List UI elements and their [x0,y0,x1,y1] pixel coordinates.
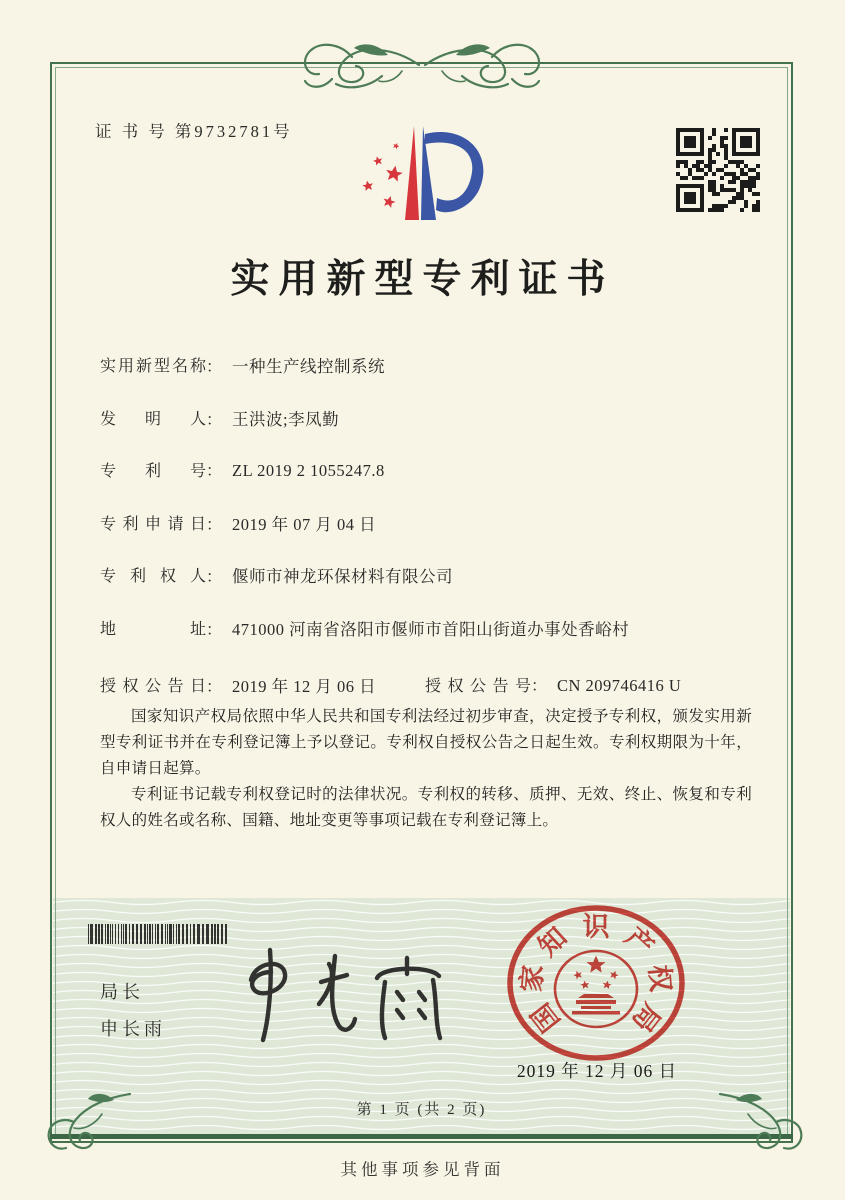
svg-text:知: 知 [532,921,573,962]
grant-row [100,673,682,697]
shen-changyu-signature-icon [225,942,460,1046]
field-value: 王洪波;李凤勤 [232,409,340,429]
field-value: 一种生产线控制系统 [232,357,386,376]
field-value: 偃师市神龙环保材料有限公司 [232,567,454,586]
field-label: 发明人 [100,410,206,428]
field-value: 2019 年 07 月 04 日 [232,514,377,534]
qr-code-icon [676,128,760,212]
svg-text:国: 国 [525,997,566,1038]
field-colon: ： [206,516,223,534]
field-row-inventors [100,406,629,459]
field-row-name [100,353,629,406]
grant-number-value: CN 209746416 U [557,676,682,695]
field-value: ZL 2019 2 1055247.8 [232,461,385,480]
field-row-patent-number [100,458,629,511]
field-value: 471000 河南省洛阳市偃师市首阳山街道办事处香峪村 [232,619,630,639]
field-colon: ： [206,463,223,480]
field-row-address [100,616,629,669]
cnipa-logo-icon [343,110,508,232]
officer-title: 局长 [100,982,144,1002]
grant-date-value: 2019 年 12 月 06 日 [232,677,377,696]
svg-text:局: 局 [626,997,667,1038]
field-label: 实用新型名称 [100,358,206,375]
field-row-filing-date [100,511,629,564]
field-colon: ： [206,679,223,696]
barcode-icon [88,924,230,944]
certificate-number: 证 书 号 第9732781号 [95,122,293,141]
field-colon: ： [206,569,223,586]
back-note: 其他事项参见背面 [340,1160,505,1179]
field-colon: ： [206,411,223,429]
svg-text:识: 识 [582,912,610,942]
officer-name: 申长雨 [100,1019,166,1039]
field-label: 专利号 [100,463,206,480]
officer-block [100,974,166,1048]
field-list [100,353,629,668]
page-number: 第 1 页 (共 2 页) [356,1102,487,1118]
svg-text:家: 家 [516,963,549,994]
seal-date: 2019 年 12 月 06 日 [516,1061,678,1081]
legal-paragraph-2: 专利证书记载专利权登记时的法律状况。专利权的转移、质押、无效、终止、恢复和专利权人的姓名或名称、国籍、地址变更等事项记载在专利登记簿上。 [100,786,752,829]
field-label: 专利申请日 [100,515,206,533]
grant-number-pair [425,673,681,696]
grant-date-label: 授权公告日 [100,678,206,695]
field-label: 专利权人 [100,568,206,585]
field-colon: ： [531,678,548,695]
svg-text:产: 产 [619,921,660,962]
legal-paragraph-1: 国家知识产权局依照中华人民共和国专利法经过初步审查，决定授予专利权，颁发实用新型专利证书并在专利登记簿上予以登记。专利权自授权公告之日起生效。专利权期限为十年，自申请日起算。 [100,708,752,777]
field-row-patentee [100,563,629,616]
certificate-frame-bottom-rule [50,1134,793,1139]
cnipa-red-seal-icon [505,903,687,1063]
field-colon: ： [206,621,223,639]
legal-text [100,704,752,834]
grant-number-label: 授权公告号 [425,678,531,695]
svg-text:权: 权 [643,963,676,994]
certificate-title: 实用新型专利证书 [230,258,615,301]
field-colon: ： [206,359,223,376]
top-flourish-ornament [292,38,552,94]
field-label: 地址 [100,620,206,638]
